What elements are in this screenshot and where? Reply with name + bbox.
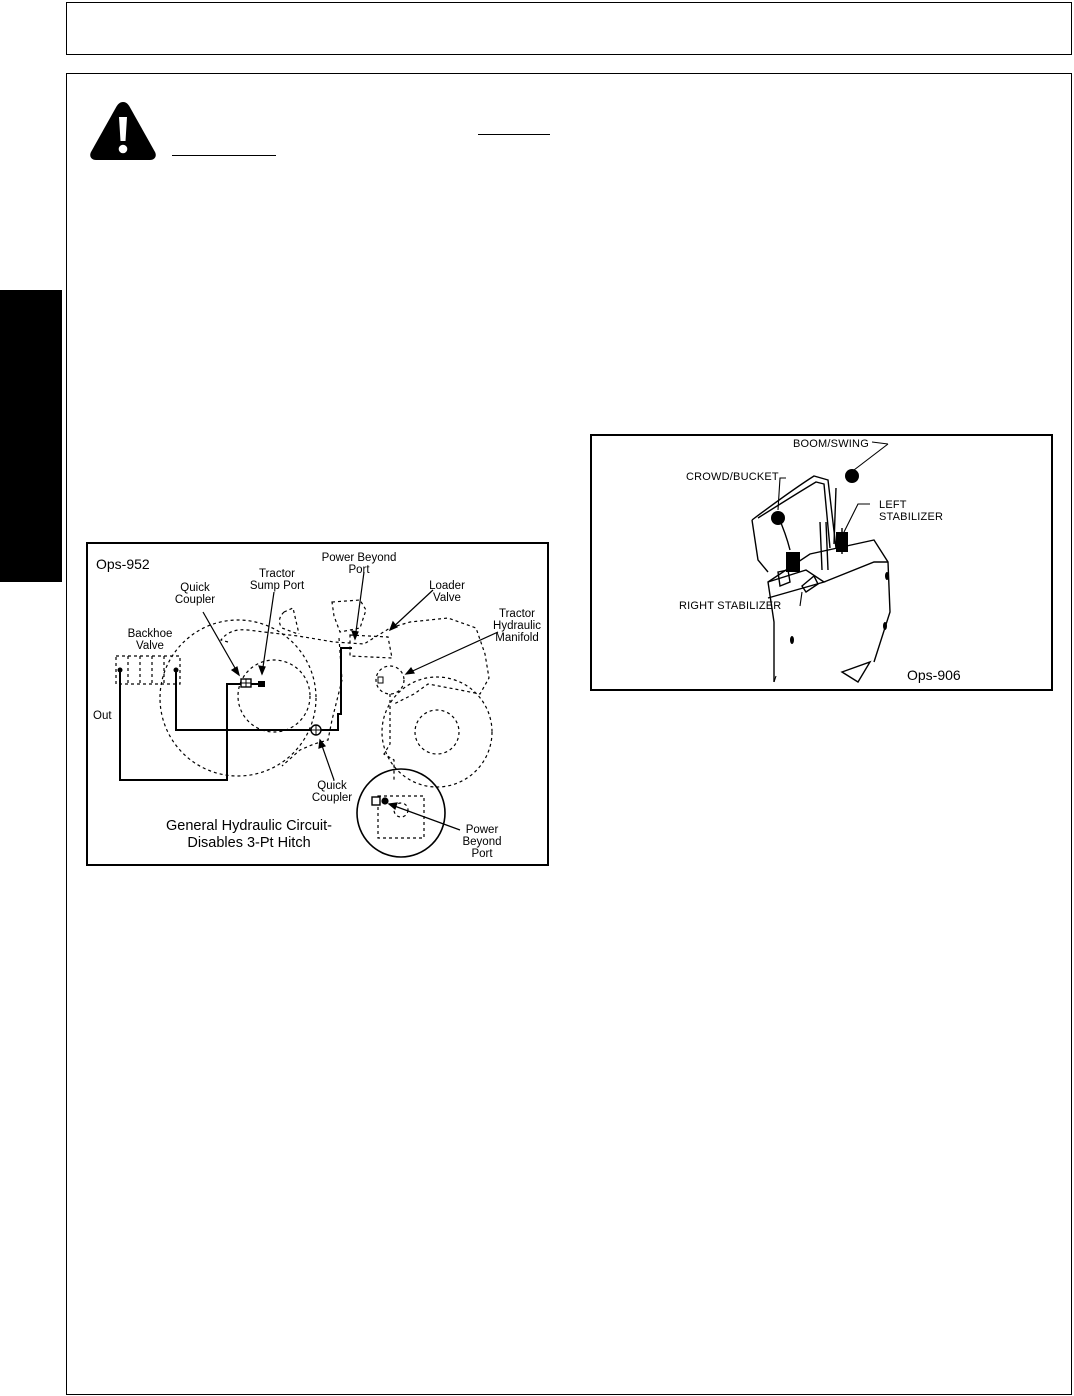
tractor-sump-port-label: Tractor Sump Port [249,568,305,592]
tractor-hydraulic-manifold-label: Tractor Hydraulic Manifold [493,608,541,644]
control-levers-illustration [592,436,1055,693]
figure-ops-906 [590,434,1053,691]
figure-id: Ops-906 [907,667,961,683]
underline-mark [172,155,276,156]
header-box [66,2,1072,55]
crowd-bucket-label: CROWD/BUCKET [686,471,779,483]
figure-caption: General Hydraulic Circuit- Disables 3-Pt Hitch [166,818,332,851]
loader-valve-label: Loader Valve [429,580,465,604]
quick-coupler-label: Quick Coupler [311,780,353,804]
left-stabilizer-label: LEFT STABILIZER [879,499,944,523]
warning-triangle-icon [88,100,158,162]
figure-id: Ops-952 [96,556,150,572]
right-stabilizer-label: RIGHT STABILIZER [679,600,782,612]
section-tab [0,290,62,582]
figure-ops-952 [86,542,549,866]
power-beyond-port-label: Power Beyond Port [321,552,397,576]
power-beyond-port-label: Power Beyond Port [462,824,502,860]
backhoe-valve-label: Backhoe Valve [127,628,173,652]
out-label: Out [93,710,112,722]
quick-coupler-label: Quick Coupler [174,582,216,606]
underline-mark [478,134,550,135]
boom-swing-label: BOOM/SWING [793,438,869,450]
